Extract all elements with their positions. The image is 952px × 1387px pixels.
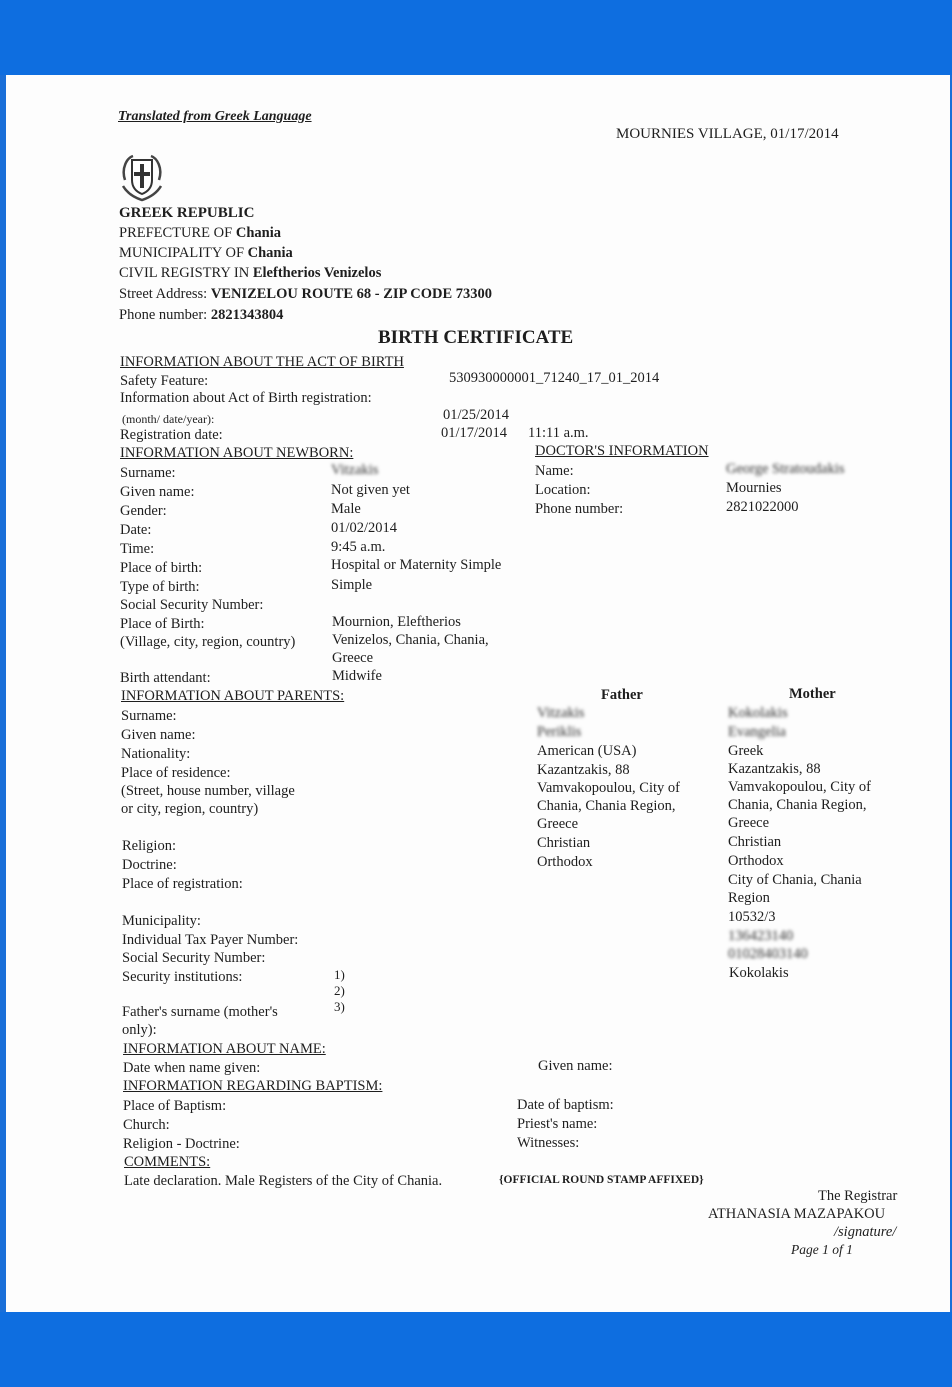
witnesses-label: Witnesses: [517, 1135, 580, 1151]
bottom-border-band [0, 1312, 952, 1387]
attendant-value: Midwife [332, 668, 382, 684]
mother-nationality: Greek [728, 743, 764, 759]
registration-label: Registration date: [120, 427, 223, 443]
church-label: Church: [123, 1117, 170, 1133]
document-title: BIRTH CERTIFICATE [378, 327, 574, 348]
father-residence-3: Chania, Chania Region, [537, 798, 676, 814]
greek-coat-of-arms-icon [117, 150, 167, 202]
parent-nationality-label: Nationality: [121, 746, 191, 762]
fathers-surname-label-2: only): [122, 1022, 157, 1038]
security-institutions-label: Security institutions: [122, 969, 243, 985]
place-of-birth-label: Place of birth: [120, 560, 203, 576]
type-of-birth-label: Type of birth: [120, 579, 200, 595]
mother-registration-2: Region [728, 890, 770, 906]
mother-residence-3: Chania, Chania Region, [728, 797, 867, 813]
mother-residence-1: Kazantzakis, 88 [728, 761, 821, 777]
father-given-name: Periklis [537, 724, 582, 740]
residence-label-1: Place of residence: [121, 765, 231, 781]
registration-place-label: Place of registration: [122, 876, 243, 892]
doctor-name-label: Name: [535, 463, 574, 479]
comments-text: Late declaration. Male Registers of the City of Chania. [124, 1173, 443, 1189]
act-info-value: 01/25/2014 [443, 407, 510, 423]
prefecture-line: PREFECTURE OF Chania [119, 225, 281, 241]
translated-note: Translated from Greek Language [118, 109, 312, 124]
mother-fathers-surname: Kokolakis [729, 965, 789, 981]
residence-label-3: or city, region, country) [121, 801, 259, 817]
street-address-line: Street Address: VENIZELOU ROUTE 68 - ZIP CODE 73300 [119, 286, 493, 302]
date-name-given-label: Date when name given: [123, 1060, 261, 1076]
religion-label: Religion: [122, 838, 176, 854]
pob-value-1: Mournion, Eleftherios [332, 614, 461, 630]
greek-republic: GREEK REPUBLIC [119, 205, 255, 221]
mother-given-name: Evangelia [728, 724, 786, 740]
mother-municipality: 10532/3 [728, 909, 776, 925]
municipality-label: Municipality: [122, 913, 201, 929]
parent-given-label: Given name: [121, 727, 196, 743]
parent-surname-label: Surname: [121, 708, 177, 724]
newborn-gender-value: Male [331, 501, 361, 517]
newborn-given-value: Not given yet [331, 482, 410, 498]
pob-label-2: (Village, city, region, country) [120, 634, 296, 650]
phone-line: Phone number: 2821343804 [119, 307, 284, 323]
type-of-birth-value: Simple [331, 577, 373, 593]
place-of-birth-value: Hospital or Maternity Simple [331, 557, 502, 573]
mother-column-header: Mother [789, 686, 836, 702]
given-name-label: Given name: [538, 1058, 613, 1074]
newborn-surname-label: Surname: [120, 465, 176, 481]
newborn-time-value: 9:45 a.m. [331, 539, 386, 555]
attendant-label: Birth attendant: [120, 670, 211, 686]
date-format-note: (month/ date/year): [122, 412, 215, 426]
mother-religion: Christian [728, 834, 782, 850]
newborn-given-label: Given name: [120, 484, 195, 500]
place-date: MOURNIES VILLAGE, 01/17/2014 [616, 126, 839, 142]
signature-note: /signature/ [834, 1224, 897, 1240]
pob-value-2: Venizelos, Chania, Chania, [332, 632, 489, 648]
doctrine-label: Doctrine: [122, 857, 177, 873]
newborn-gender-label: Gender: [120, 503, 167, 519]
municipality-line: MUNICIPALITY OF Chania [119, 245, 293, 261]
tax-number-label: Individual Tax Payer Number: [122, 932, 299, 948]
security-mark-2: 2) [334, 983, 345, 998]
mother-registration-1: City of Chania, Chania [728, 872, 862, 888]
priest-name-label: Priest's name: [517, 1116, 598, 1132]
newborn-time-label: Time: [120, 541, 155, 557]
doctor-name-value: George Stratoudakis [726, 461, 845, 477]
father-surname: Vitzakis [537, 705, 585, 721]
security-mark-1: 1) [334, 967, 345, 982]
fathers-surname-label-1: Father's surname (mother's [122, 1004, 278, 1020]
mother-residence-2: Vamvakopoulou, City of [728, 779, 871, 795]
doctor-phone-label: Phone number: [535, 501, 624, 517]
doctor-location-value: Mournies [726, 480, 782, 496]
registration-time: 11:11 a.m. [528, 425, 589, 441]
mother-surname: Kokolakis [728, 705, 788, 721]
father-residence-1: Kazantzakis, 88 [537, 762, 630, 778]
official-stamp-note: {OFFICIAL ROUND STAMP AFFIXED} [499, 1174, 704, 1186]
doctor-heading: DOCTOR'S INFORMATION [535, 443, 709, 459]
father-doctrine: Orthodox [537, 854, 593, 870]
father-nationality: American (USA) [537, 743, 637, 759]
page-number: Page 1 of 1 [791, 1242, 853, 1257]
top-border-band [0, 0, 952, 75]
father-residence-4: Greece [537, 816, 579, 832]
newborn-ssn-label: Social Security Number: [120, 597, 264, 613]
name-info-heading: INFORMATION ABOUT NAME: [123, 1041, 326, 1057]
newborn-heading: INFORMATION ABOUT NEWBORN: [120, 445, 354, 461]
baptism-place-label: Place of Baptism: [123, 1098, 227, 1114]
security-mark-3: 3) [334, 999, 345, 1014]
baptism-date-label: Date of baptism: [517, 1097, 614, 1113]
safety-value: 530930000001_71240_17_01_2014 [449, 370, 660, 386]
act-info-label: Information about Act of Birth registration: [120, 390, 372, 406]
act-heading: INFORMATION ABOUT THE ACT OF BIRTH [120, 354, 404, 370]
pob-label-1: Place of Birth: [120, 616, 205, 632]
newborn-date-label: Date: [120, 522, 152, 538]
newborn-surname-value: Vitzakis [331, 462, 379, 478]
mother-ssn: 01028403140 [728, 946, 808, 962]
father-religion: Christian [537, 835, 591, 851]
safety-label: Safety Feature: [120, 373, 209, 389]
father-residence-2: Vamvakopoulou, City of [537, 780, 680, 796]
registration-date: 01/17/2014 [441, 425, 508, 441]
comments-heading: COMMENTS: [124, 1154, 211, 1170]
doctor-location-label: Location: [535, 482, 591, 498]
baptism-heading: INFORMATION REGARDING BAPTISM: [123, 1078, 383, 1094]
registrar-name: ATHANASIA MAZAPAKOU [708, 1206, 886, 1222]
residence-label-2: (Street, house number, village [121, 783, 295, 799]
religion-doctrine-label: Religion - Doctrine: [123, 1136, 240, 1152]
father-column-header: Father [601, 687, 643, 703]
parents-heading: INFORMATION ABOUT PARENTS: [121, 688, 345, 704]
parent-ssn-label: Social Security Number: [122, 950, 266, 966]
civil-registry-line: CIVIL REGISTRY IN Eleftherios Venizelos [119, 265, 382, 281]
mother-doctrine: Orthodox [728, 853, 784, 869]
registrar-role: The Registrar [818, 1188, 898, 1204]
mother-tax-number: 136423140 [728, 928, 794, 944]
mother-residence-4: Greece [728, 815, 770, 831]
newborn-date-value: 01/02/2014 [331, 520, 398, 536]
pob-value-3: Greece [332, 650, 374, 666]
doctor-phone-value: 2821022000 [726, 499, 799, 515]
